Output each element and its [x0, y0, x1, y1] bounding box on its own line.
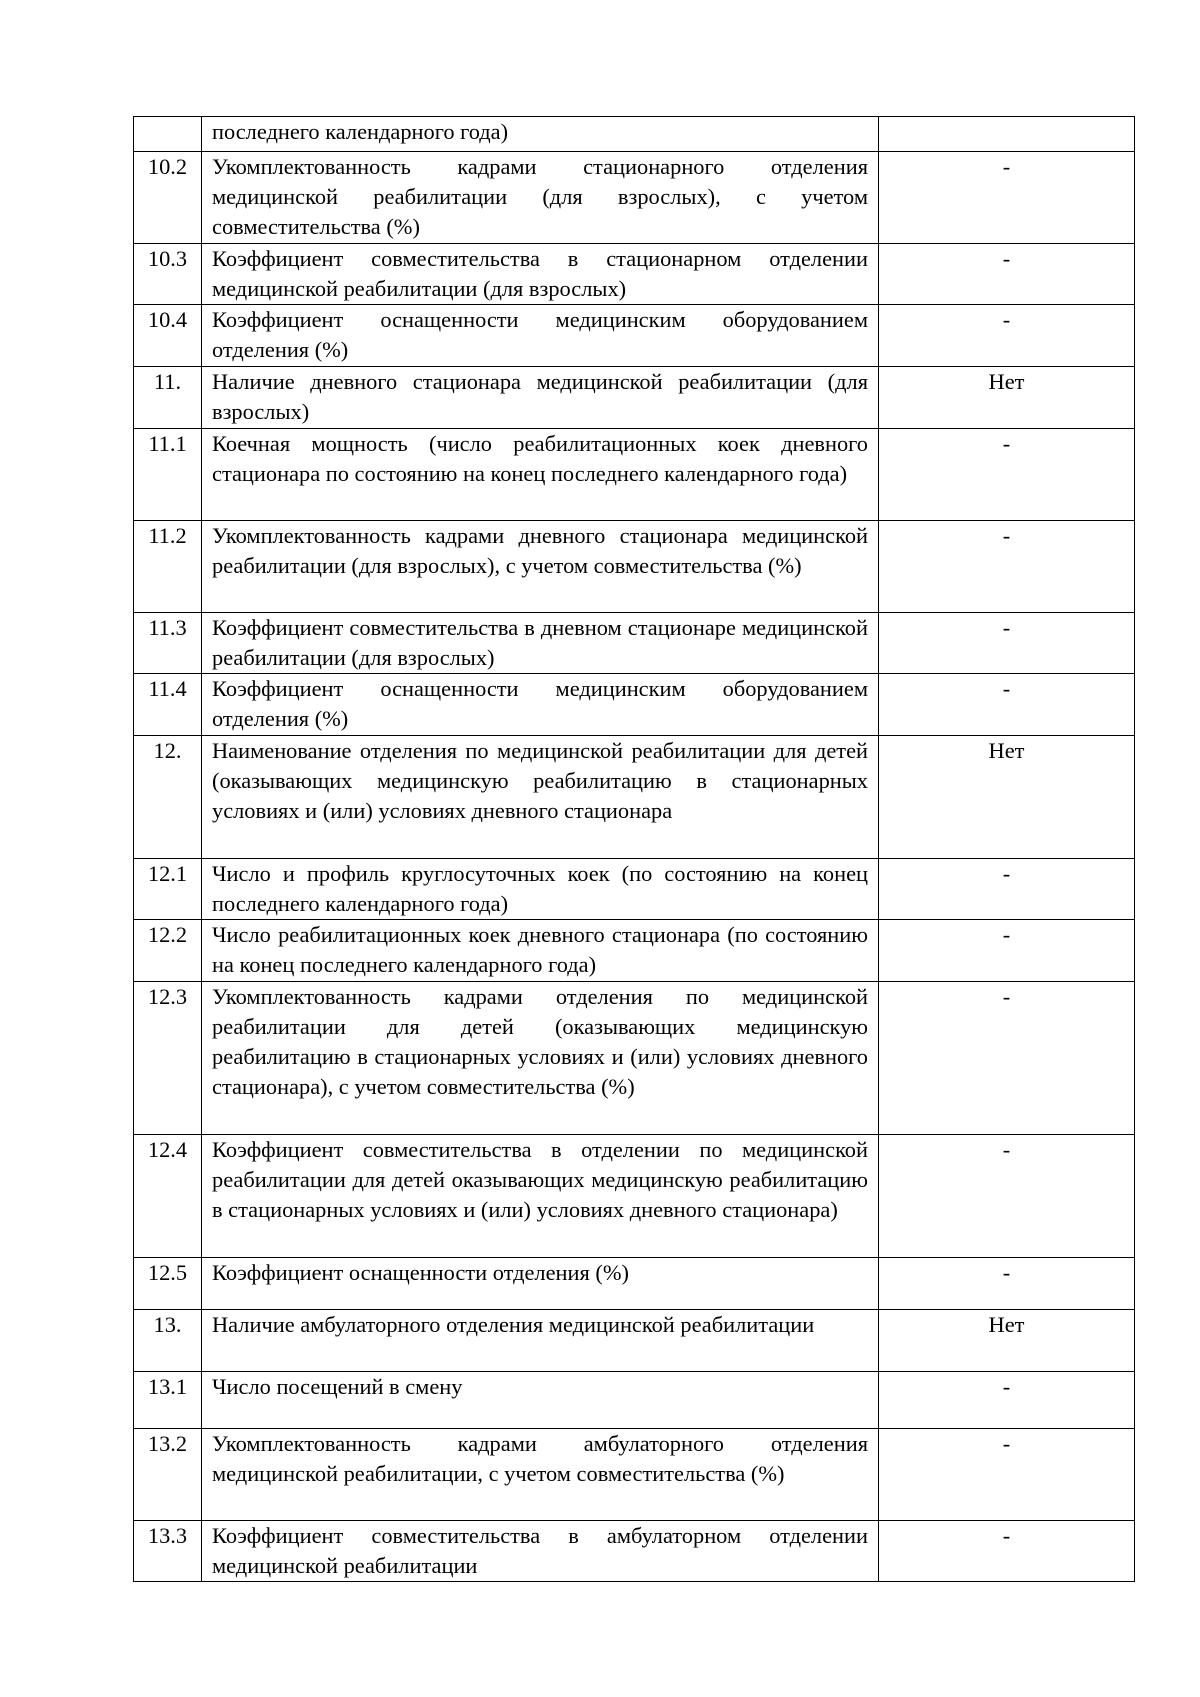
row-value: -	[879, 674, 1135, 736]
row-value: -	[879, 859, 1135, 920]
table-row	[134, 1521, 1135, 1582]
row-description: Коэффициент совместительства в амбулаторном отделении медицинской реабилитации	[202, 1521, 879, 1582]
row-number: 13.1	[134, 1372, 202, 1429]
row-description: Наименование отделения по медицинской реабилитации для детей (оказывающих медицинскую реабилитацию в стационарных условиях и (или) условиях дневного стационара	[202, 736, 879, 859]
row-number: 11.1	[134, 429, 202, 521]
row-value: -	[879, 982, 1135, 1135]
row-value	[879, 117, 1135, 152]
table-row	[134, 613, 1135, 674]
table-row	[134, 736, 1135, 859]
row-description: Укомплектованность кадрами амбулаторного отделения медицинской реабилитации, с учетом совместительства (%)	[202, 1429, 879, 1521]
row-value: -	[879, 1429, 1135, 1521]
row-description: Коечная мощность (число реабилитационных коек дневного стационара по состоянию на конец последнего календарного года)	[202, 429, 879, 521]
row-number: 12.4	[134, 1135, 202, 1258]
row-value: -	[879, 305, 1135, 367]
indicators-table	[133, 116, 1135, 1582]
row-description: Укомплектованность кадрами стационарного отделения медицинской реабилитации (для взрослых), с учетом совместительства (%)	[202, 152, 879, 244]
row-number: 10.4	[134, 305, 202, 367]
row-number: 12.3	[134, 982, 202, 1135]
row-description: Число посещений в смену	[202, 1372, 879, 1429]
row-value: Нет	[879, 367, 1135, 429]
row-number: 13.2	[134, 1429, 202, 1521]
row-description: Коэффициент совместительства в стационарном отделении медицинской реабилитации (для взрослых)	[202, 244, 879, 305]
row-number: 10.2	[134, 152, 202, 244]
row-number: 12.2	[134, 920, 202, 982]
row-number	[134, 117, 202, 152]
row-value: -	[879, 1372, 1135, 1429]
row-value: -	[879, 1258, 1135, 1310]
row-value: Нет	[879, 1310, 1135, 1372]
row-number: 10.3	[134, 244, 202, 305]
table-row	[134, 244, 1135, 305]
row-value: -	[879, 429, 1135, 521]
table-row	[134, 1310, 1135, 1372]
table-row	[134, 1135, 1135, 1258]
row-description: Наличие дневного стационара медицинской реабилитации (для взрослых)	[202, 367, 879, 429]
row-number: 11.	[134, 367, 202, 429]
table-row	[134, 982, 1135, 1135]
table-row	[134, 429, 1135, 521]
row-description: Наличие амбулаторного отделения медицинской реабилитации	[202, 1310, 879, 1372]
row-value: -	[879, 152, 1135, 244]
table-row	[134, 1258, 1135, 1310]
row-number: 13.	[134, 1310, 202, 1372]
table-row	[134, 521, 1135, 613]
table-row	[134, 1372, 1135, 1429]
row-description: Укомплектованность кадрами дневного стационара медицинской реабилитации (для взрослых), с учетом совместительства (%)	[202, 521, 879, 613]
row-number: 11.2	[134, 521, 202, 613]
row-value: Нет	[879, 736, 1135, 859]
row-description: Число реабилитационных коек дневного стационара (по состоянию на конец последнего календарного года)	[202, 920, 879, 982]
row-description: Коэффициент совместительства в отделении по медицинской реабилитации для детей оказывающих медицинскую реабилитацию в стационарных условиях и (или) условиях дневного стационара)	[202, 1135, 879, 1258]
row-description: Коэффициент совместительства в дневном стационаре медицинской реабилитации (для взрослых)	[202, 613, 879, 674]
row-value: -	[879, 613, 1135, 674]
row-value: -	[879, 1135, 1135, 1258]
table-row	[134, 859, 1135, 920]
row-description: Коэффициент оснащенности медицинским оборудованием отделения (%)	[202, 305, 879, 367]
table-row	[134, 674, 1135, 736]
table-row	[134, 1429, 1135, 1521]
table-row	[134, 367, 1135, 429]
row-description: последнего календарного года)	[202, 117, 879, 152]
row-number: 11.4	[134, 674, 202, 736]
row-number: 11.3	[134, 613, 202, 674]
table-row	[134, 152, 1135, 244]
row-number: 13.3	[134, 1521, 202, 1582]
row-description: Укомплектованность кадрами отделения по медицинской реабилитации для детей (оказывающих медицинскую реабилитацию в стационарных условиях и (или) условиях дневного стационара), с учетом совместительства (%)	[202, 982, 879, 1135]
table-row	[134, 117, 1135, 152]
table-row	[134, 305, 1135, 367]
row-value: -	[879, 244, 1135, 305]
row-description: Коэффициент оснащенности медицинским оборудованием отделения (%)	[202, 674, 879, 736]
row-description: Коэффициент оснащенности отделения (%)	[202, 1258, 879, 1310]
row-value: -	[879, 1521, 1135, 1582]
row-value: -	[879, 920, 1135, 982]
row-number: 12.5	[134, 1258, 202, 1310]
row-description: Число и профиль круглосуточных коек (по состоянию на конец последнего календарного года)	[202, 859, 879, 920]
row-number: 12.	[134, 736, 202, 859]
row-value: -	[879, 521, 1135, 613]
table-row	[134, 920, 1135, 982]
row-number: 12.1	[134, 859, 202, 920]
